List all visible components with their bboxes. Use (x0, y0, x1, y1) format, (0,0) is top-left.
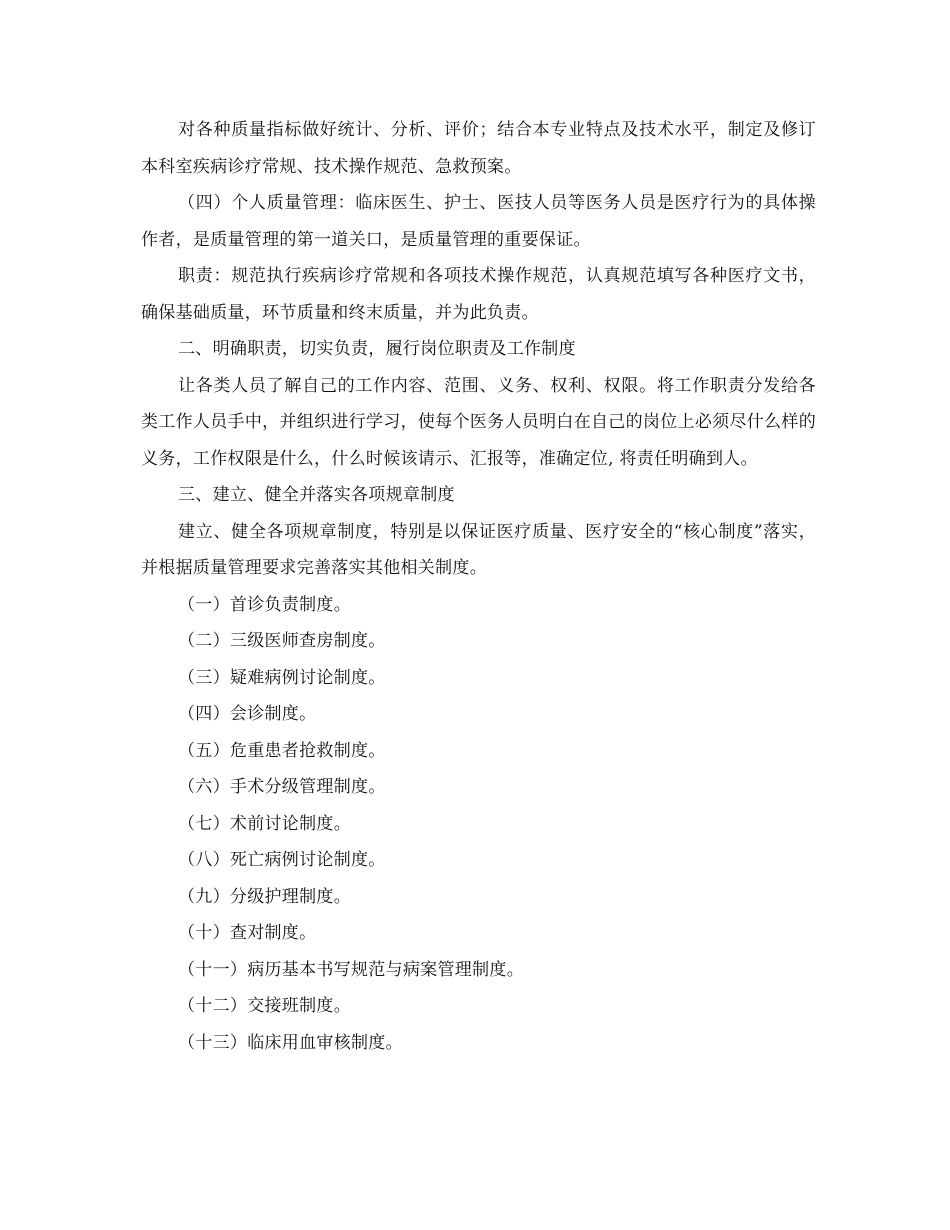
list-item-preop-discussion: （七）术前讨论制度。 (178, 813, 351, 834)
list-item-ward-rounds: （二）三级医师查房制度。 (178, 631, 386, 651)
list-item-first-visit: （一）首诊负责制度。 (178, 594, 351, 615)
list-item-checking: （十）查对制度。 (178, 923, 317, 943)
list-item-critical-rescue: （五）危重患者抢救制度。 (178, 740, 386, 761)
paragraph-job-duties: 让各类人员了解自己的工作内容、范围、义务、权利、权限。将工作职责分发给各类工作人员手中，并组织进行学习，使每个医务人员明白在自己的岗位上必须尽什么样的义务，工作权限是什么，什么时候该请示、汇报等，准确定位, 将责任明确到人。 (141, 375, 816, 469)
list-item-nursing-grading: （九）分级护理制度。 (178, 886, 351, 907)
list-item-surgery-grading: （六）手术分级管理制度。 (178, 777, 386, 797)
list-item-death-case: （八）死亡病例讨论制度。 (178, 850, 386, 870)
document-body (141, 112, 816, 1061)
list-item-difficult-cases: （三）疑难病例讨论制度。 (178, 667, 386, 688)
paragraph-quality-indicators: 对各种质量指标做好统计、分析、评价；结合本专业特点及技术水平，制定及修订本科室疾病诊疗常规、技术操作规范、急救预案。 (141, 120, 816, 177)
list-item-blood-use: （十三）临床用血审核制度。 (178, 1032, 403, 1053)
list-item-shift-handover: （十二）交接班制度。 (178, 996, 351, 1016)
section-heading-2: 二、明确职责，切实负责，履行岗位职责及工作制度 (178, 339, 576, 359)
section-heading-3: 三、建立、健全并落实各项规章制度 (178, 485, 455, 505)
paragraph-responsibilities: 职责：规范执行疾病诊疗常规和各项技术操作规范，认真规范填写各种医疗文书，确保基础质量，环节质量和终末质量，并为此负责。 (141, 266, 816, 323)
paragraph-personal-quality-management: （四）个人质量管理：临床医生、护士、医技人员等医务人员是医疗行为的具体操作者，是质量管理的第一道关口，是质量管理的重要保证。 (141, 193, 816, 250)
paragraph-core-systems: 建立、健全各项规章制度，特别是以保证医疗质量、医疗安全的“核心制度”落实，并根据质量管理要求完善落实其他相关制度。 (141, 521, 816, 578)
list-item-consultation: （四）会诊制度。 (178, 704, 317, 724)
list-item-medical-records: （十一）病历基本书写规范与病案管理制度。 (178, 959, 524, 980)
